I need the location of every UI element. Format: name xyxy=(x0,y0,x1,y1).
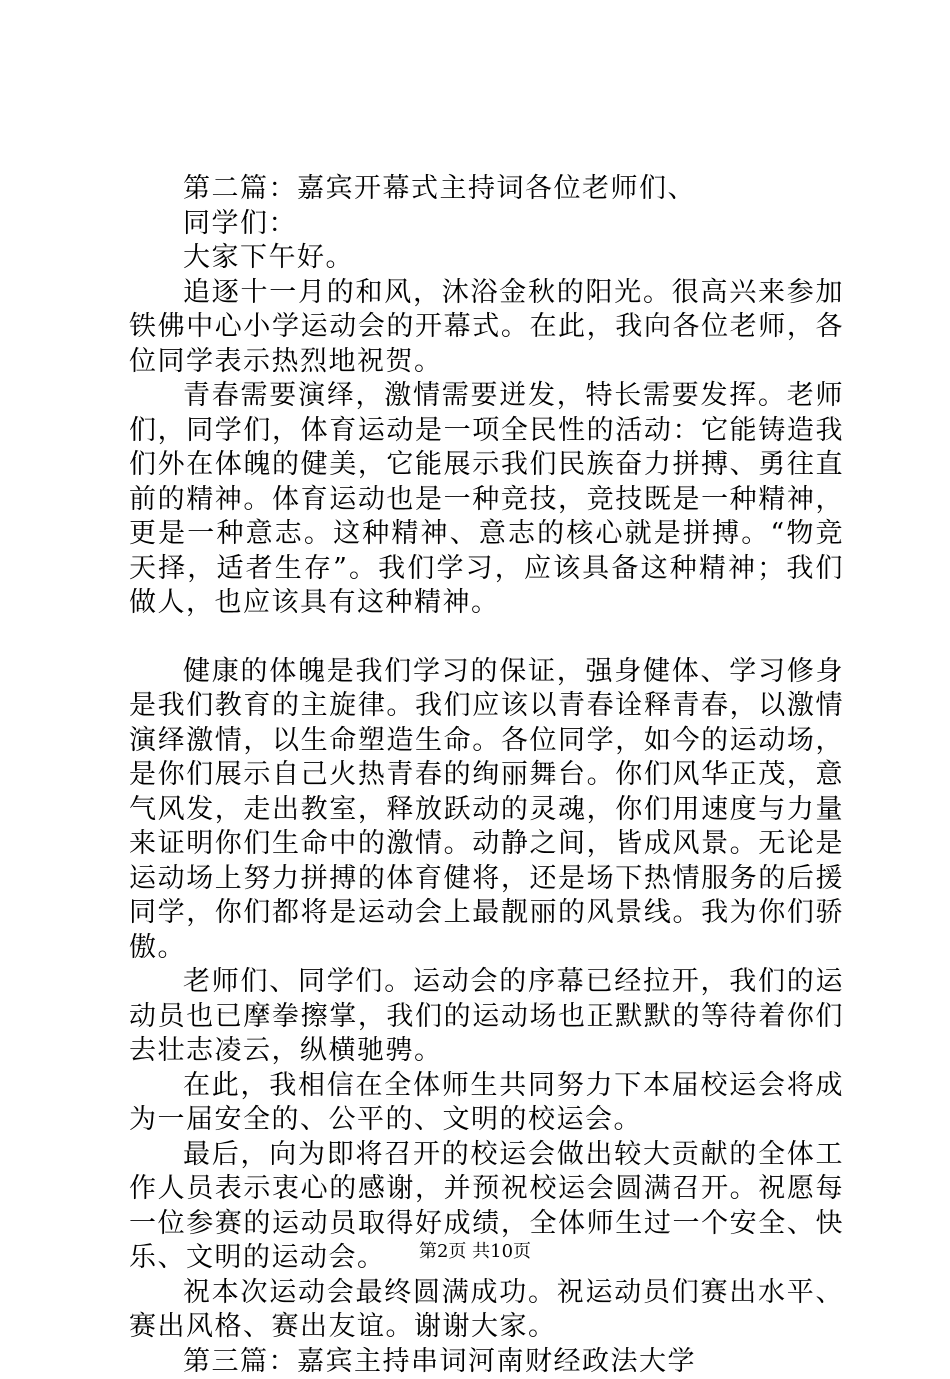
section-heading-2: 第二篇：嘉宾开幕式主持词各位老师们、 xyxy=(129,172,844,207)
paragraph-thanks: 最后，向为即将召开的校运会做出较大贡献的全体工作人员表示衷心的感谢，并预祝校运会圆满召开。祝愿每一位参赛的运动员取得好成绩，全体师生过一个安全、快乐、文明的运动会。 xyxy=(129,1138,844,1276)
paragraph-belief: 在此，我相信在全体师生共同努力下本届校运会将成为一届安全的、公平的、文明的校运会。 xyxy=(129,1069,844,1138)
greeting-line: 大家下午好。 xyxy=(129,241,844,276)
section-heading-3: 第三篇：嘉宾主持串词河南财经政法大学 xyxy=(129,1345,844,1379)
page-number-footer: 第2页 共10页 xyxy=(0,1240,950,1264)
paragraph-youth: 青春需要演绎，激情需要迸发，特长需要发挥。老师们，同学们，体育运动是一项全民性的活动：它能铸造我们外在体魄的健美，它能展示我们民族奋力拼搏、勇往直前的精神。体育运动也是一种竞技，竞技既是一种精神，更是一种意志。这种精神、意志的核心就是拼搏。“物竞天择，适者生存”。我们学习，应该具备这种精神；我们做人，也应该具有这种精神。 xyxy=(129,379,844,621)
paragraph-curtain: 老师们、同学们。运动会的序幕已经拉开，我们的运动员也已摩拳擦掌，我们的运动场也正默默的等待着你们去壮志凌云，纵横驰骋。 xyxy=(129,965,844,1069)
paragraph-health: 健康的体魄是我们学习的保证，强身健体、学习修身是我们教育的主旋律。我们应该以青春诠释青春，以激情演绎激情，以生命塑造生命。各位同学，如今的运动场，是你们展示自己火热青春的绚丽舞台。你们风华正茂，意气风发，走出教室，释放跃动的灵魂，你们用速度与力量来证明你们生命中的激情。动静之间，皆成风景。无论是运动场上努力拼搏的体育健将，还是场下热情服务的后援同学，你们都将是运动会上最靓丽的风景线。我为你们骄傲。 xyxy=(129,655,844,966)
paragraph-closing: 祝本次运动会最终圆满成功。祝运动员们赛出水平、赛出风格、赛出友谊。谢谢大家。 xyxy=(129,1276,844,1345)
document-body xyxy=(129,172,844,1379)
paragraph-opening: 追逐十一月的和风，沐浴金秋的阳光。很高兴来参加铁佛中心小学运动会的开幕式。在此，我向各位老师，各位同学表示热烈地祝贺。 xyxy=(129,276,844,380)
salutation-line: 同学们： xyxy=(129,207,844,242)
